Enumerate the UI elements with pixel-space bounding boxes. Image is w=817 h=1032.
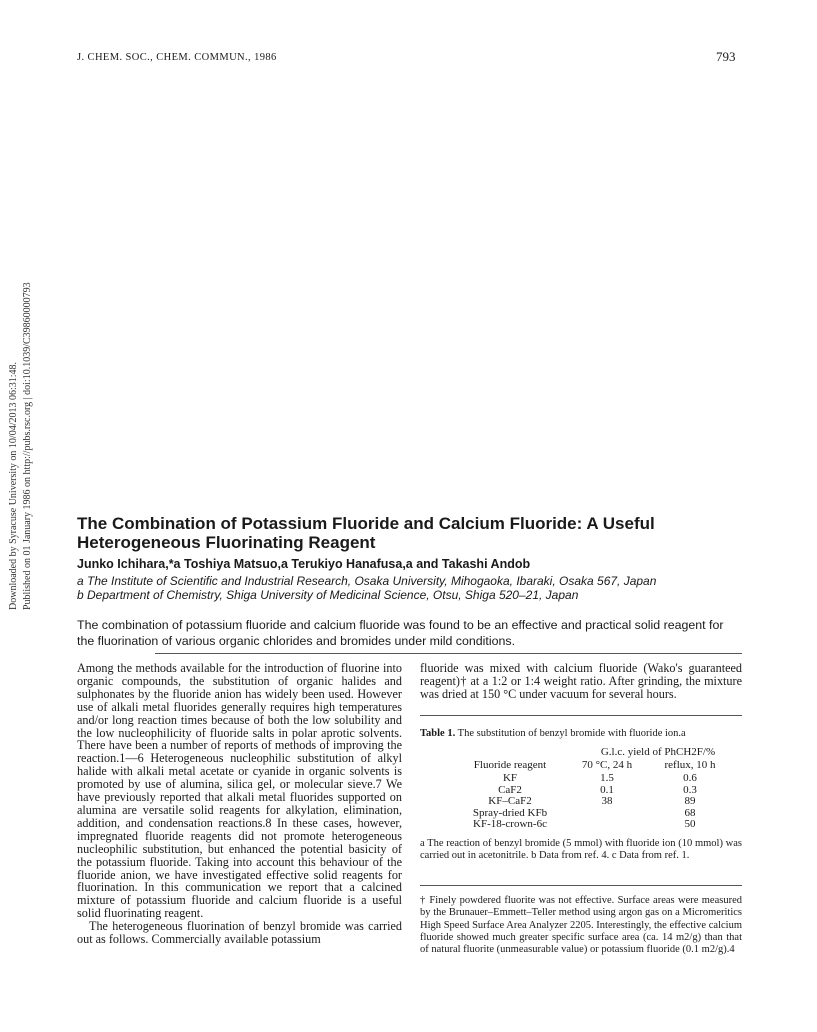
table-body [420,773,742,831]
page-number: 793 [716,49,736,64]
cell-reflux: 0.3 [683,783,697,796]
body-column-left [77,662,402,946]
affiliation-a: a The Institute of Scientific and Industrial Research, Osaka University, Mihogaoka, Ibaraki, Osaka 567, Japan [77,574,657,588]
download-line: Downloaded by Syracuse University on 10/04/2013 06:31:48. [8,361,19,610]
publication-line: Published on 01 January 1986 on http://pubs.rsc.org | doi:10.1039/C39860000793 [22,282,33,610]
cell-reagent: Spray-dried KFb [472,806,548,819]
results-table [420,747,742,831]
cell-70c: 0.1 [600,783,614,796]
cell-reflux: 89 [684,795,696,807]
table-row [420,773,742,785]
author-list: Junko Ichihara,*a Toshiya Matsuo,a Terukiyo Hanafusa,a and Takashi Andob [77,557,531,571]
table-caption [420,728,686,739]
cell-70c: 38 [601,795,613,807]
body-paragraph: Among the methods available for the introduction of fluorine into organic compounds, the substitution of organic halides and sulphonates by the fluoride anion has widely been used. However use of alkali metal fluorides generally requires high temperatures and/or long reaction times because of both the low solubility and the low nucleophilicity of fluoride salts in polar aprotic solvents. There have been a number of reports of methods of improving the reaction.1—6 Heterogeneous nucleophilic substitution of alkyl halide with alkali metal acetate or cyanide in organic solvents is promoted by use of alumina, silica gel, or molecular sieve.7 We have previously reported that alkali metal fluorides supported on alumina are versatile solid reagents for alkylation, elimination, addition, and condensation reactions.8 In these cases, however, impregnated fluoride reagents did not promote heterogeneous nucleophilic substitution, but enhanced the potential basicity of the potassium fluoride. Taking into account this behaviour of the fluoride anion, we have investigated effective solid reagents for fluorination. In this communication we report that a calcined mixture of potassium fluoride and calcium fluoride is a useful solid fluorinating reagent. [77,661,402,921]
table-header-group: G.l.c. yield of PhCH2F/% [600,746,716,758]
cell-reflux: 0.6 [683,772,697,784]
footnote-rule [420,885,742,886]
cell-reagent: CaF2 [498,783,522,796]
download-watermark [2,250,32,610]
column-header-reflux: reflux, 10 h [664,759,716,771]
abstract-divider [155,653,742,654]
cell-reflux: 68 [684,806,696,819]
table-row [420,819,742,831]
table-footnote: a The reaction of benzyl bromide (5 mmol) with fluoride ion (10 mmol) was carried out in acetonitrile. b Data from ref. 4. c Data from ref. 1. [420,838,742,862]
cell-70c: 1.5 [600,772,614,784]
body-paragraph: The heterogeneous fluorination of benzyl bromide was carried out as follows. Commercially available potassium [77,919,402,947]
table-top-rule [420,715,742,716]
table-label: Table 1. [420,728,456,739]
article-title [77,514,737,552]
cell-reagent: KF-18-crown-6c [473,818,547,830]
body-paragraph: fluoride was mixed with calcium fluoride (Wako's guaranteed reagent)† at a 1:2 or 1:4 weight ratio. After grinding, the mixture was dried at 150 °C under vacuum for several hours. [420,661,742,701]
cell-reflux: 50 [684,818,696,830]
abstract: The combination of potassium fluoride and calcium fluoride was found to be an effective and practical solid reagent for the fluorination of various organic chlorides and bromides under mild conditions. [77,618,724,648]
body-column-right [420,662,742,701]
cell-reagent: KF [502,772,518,784]
cell-reagent: KF–CaF2 [488,795,532,807]
title-line-1: The Combination of Potassium Fluoride and Calcium Fluoride: A Useful [77,514,655,533]
dagger-footnote: † Finely powdered fluorite was not effective. Surface areas were measured by the Brunauer–Emmett–Teller method using argon gas on a Micromeritics High Speed Surface Area Analyzer 2205. Interestingly, the effective calcium fluoride showed much greater specific surface area (ca. 14 m2/g) than that of natural fluorite (unmeasurable value) or potassium fluoride (0.1 m2/g).4 [420,895,742,956]
journal-header: J. CHEM. SOC., CHEM. COMMUN., 1986 [77,52,277,63]
table-caption-text: The substitution of benzyl bromide with fluoride ion.a [457,728,686,739]
affiliation-b: b Department of Chemistry, Shiga University of Medicinal Science, Otsu, Shiga 520–21, Japan [77,588,579,602]
column-header-reagent: Fluoride reagent [473,759,547,771]
column-header-70c: 70 °C, 24 h [581,759,633,771]
table-row [420,796,742,808]
title-line-2: Heterogeneous Fluorinating Reagent [77,533,376,552]
